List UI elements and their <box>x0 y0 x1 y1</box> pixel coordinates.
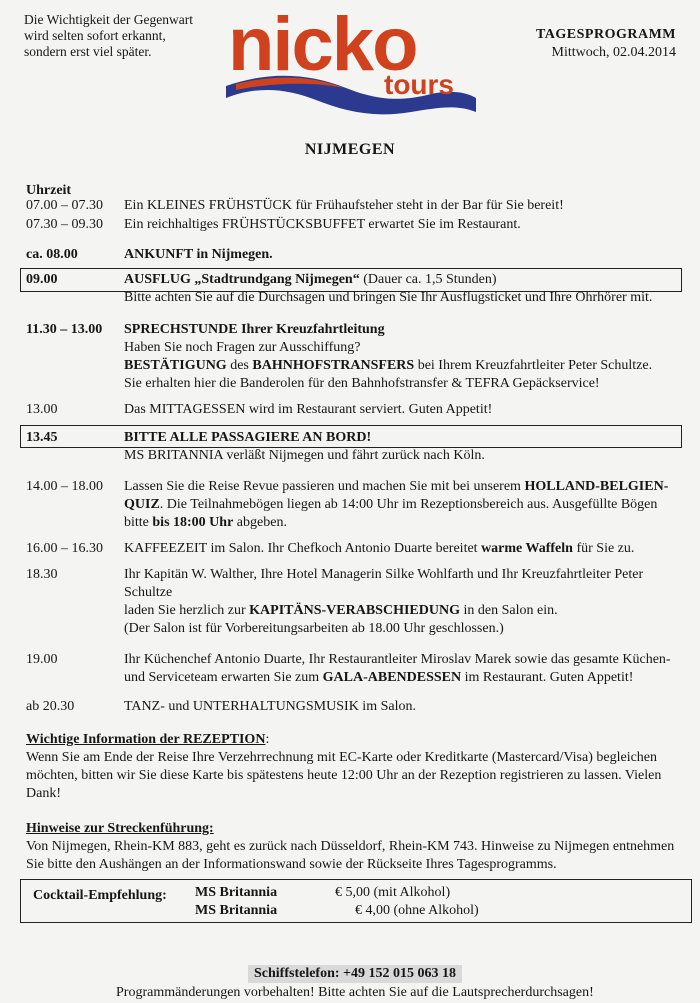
schedule-time: 07.30 – 09.30 <box>26 217 103 232</box>
schedule-text: laden Sie herzlich zur <box>124 603 250 618</box>
schedule-row <box>26 246 676 264</box>
schedule-time: 13.00 <box>26 402 58 417</box>
cocktail-name: MS Britannia <box>195 885 278 900</box>
schedule-time: 07.00 – 07.30 <box>26 198 103 213</box>
schedule-text: Schultze <box>124 585 173 600</box>
cocktail-box <box>20 879 692 923</box>
reception-text: möchten, bitten wir Sie diese Karte bis spätestens heute 12:00 Uhr an der Rezeption registrieren zu lassen. Vielen <box>26 768 662 783</box>
cocktail-label: Cocktail-Empfehlung: <box>33 888 167 903</box>
schedule-time: 11.30 – 13.00 <box>26 322 103 337</box>
schedule-row <box>26 651 676 687</box>
schedule-text: warme Waffeln <box>481 541 573 556</box>
schedule-row <box>26 197 676 215</box>
schedule-row <box>26 478 676 532</box>
schedule-text: Sie erhalten hier die Banderolen für den Bahnhofstransfer & TEFRA Gepäckservice! <box>124 376 600 391</box>
schedule-text: Bitte achten Sie auf die Durchsagen und bringen Sie Ihr Ausflugsticket und Ihre Ohrhörer mit. <box>124 290 653 305</box>
schedule-text: abgeben. <box>233 515 287 530</box>
schedule-text: KAFFEEZEIT im Salon. Ihr Chefkoch Antonio Duarte bereitet <box>124 541 482 556</box>
schedule-text: Ihr Kapitän W. Walther, Ihre Hotel Managerin Silke Wohlfarth und Ihr Kreuzfahrtleiter Peter <box>124 567 644 582</box>
schedule-text: Ein KLEINES FRÜHSTÜCK für Frühaufsteher steht in der Bar für Sie bereit! <box>124 198 564 213</box>
schedule-row <box>26 271 676 307</box>
schedule-row <box>26 401 676 419</box>
logo-brand: nicko <box>228 2 417 87</box>
program-date: Mittwoch, 02.04.2014 <box>551 45 676 60</box>
schedule-text: des <box>226 358 253 373</box>
schedule-text: TANZ- und UNTERHALTUNGSMUSIK im Salon. <box>124 699 416 714</box>
route-info <box>26 820 686 874</box>
header-quote <box>24 12 193 60</box>
schedule-row <box>26 429 676 465</box>
schedule-time: 19.00 <box>26 652 58 667</box>
reception-info <box>26 731 686 803</box>
schedule-text: für Sie zu. <box>572 541 635 556</box>
route-text: Sie bitte den Aushängen an der Informationswand sowie der Rückseite Ihres Tagesprogramms. <box>26 857 557 872</box>
schedule-time: 18.30 <box>26 567 58 582</box>
schedule-text: (Der Salon ist für Vorbereitungsarbeiten ab 18.00 Uhr geschlossen.) <box>124 621 504 636</box>
schedule-row <box>26 216 676 234</box>
ship-phone: Schiffstelefon: +49 152 015 063 18 <box>248 965 462 983</box>
schedule-row <box>26 566 676 638</box>
schedule-text: bitte <box>124 515 153 530</box>
schedule-text: MS BRITANNIA verläßt Nijmegen und fährt zurück nach Köln. <box>124 448 485 463</box>
excursion-title: AUSFLUG „Stadtrundgang Nijmegen“ <box>124 272 360 287</box>
schedule-text: QUIZ <box>124 497 160 512</box>
cocktail-price: € 5,00 (mit Alkohol) <box>335 885 451 900</box>
reception-text: Wenn Sie am Ende der Reise Ihre Verzehrrechnung mit EC-Karte oder Kreditkarte (Mastercard/Visa) begleichen <box>26 750 658 765</box>
footer-note: Programmänderungen vorbehalten! Bitte achten Sie auf die Lautsprecherdurchsagen! <box>116 985 594 1000</box>
city-title: NIJMEGEN <box>304 141 396 158</box>
program-title: TAGESPROGRAMM <box>535 27 676 42</box>
cocktail-name: MS Britannia <box>195 903 278 918</box>
schedule-time: ab 20.30 <box>26 699 75 714</box>
schedule-text: Lassen Sie die Reise Revue passieren und machen Sie mit bei unserem <box>124 479 525 494</box>
schedule-text: BAHNHOFSTRANSFERS <box>252 358 415 373</box>
schedule-text: KAPITÄNS-VERABSCHIEDUNG <box>249 603 460 618</box>
schedule-time: ca. 08.00 <box>26 247 78 262</box>
schedule-time: 14.00 – 18.00 <box>26 479 103 494</box>
quote-line: Die Wichtigkeit der Gegenwart <box>24 12 194 27</box>
schedule-text: BESTÄTIGUNG <box>124 358 227 373</box>
schedule-text: bis 18:00 Uhr <box>152 515 234 530</box>
reception-text: Dank! <box>26 786 61 801</box>
schedule-time: 09.00 <box>26 272 58 287</box>
schedule-time: 13.45 <box>26 430 58 445</box>
schedule-row <box>26 321 676 393</box>
excursion-duration: (Dauer ca. 1,5 Stunden) <box>359 272 497 287</box>
nicko-tours-logo <box>226 2 476 118</box>
schedule-text: im Restaurant. Guten Appetit! <box>461 670 634 685</box>
schedule-text: Ihr Küchenchef Antonio Duarte, Ihr Restaurantleiter Miroslav Marek sowie das gesamte Küchen- <box>124 652 671 667</box>
uhrzeit-label: Uhrzeit <box>26 183 72 198</box>
heading-colon: : <box>265 732 270 747</box>
program-header <box>536 26 676 62</box>
schedule-text: Das MITTAGESSEN wird im Restaurant serviert. Guten Appetit! <box>124 402 493 417</box>
schedule-text: BITTE ALLE PASSAGIERE AN BORD! <box>124 430 372 445</box>
schedule-text: HOLLAND-BELGIEN- <box>524 479 669 494</box>
schedule-text: und Serviceteam erwarten Sie zum <box>124 670 323 685</box>
reception-heading: Wichtige Information der REZEPTION <box>26 732 266 747</box>
schedule-row <box>26 540 676 558</box>
schedule-text: GALA-ABENDESSEN <box>322 670 462 685</box>
quote-line: sondern erst viel später. <box>24 44 152 59</box>
schedule-text: Haben Sie noch Fragen zur Ausschiffung? <box>124 340 361 355</box>
quote-line: wird selten sofort erkannt, <box>24 28 166 43</box>
logo-sub: tours <box>384 69 454 100</box>
schedule-text: SPRECHSTUNDE Ihrer Kreuzfahrtleitung <box>124 322 385 337</box>
schedule-text: in den Salon ein. <box>459 603 558 618</box>
schedule-text: bei Ihrem Kreuzfahrtleiter Peter Schultze. <box>414 358 653 373</box>
schedule-time: 16.00 – 16.30 <box>26 541 103 556</box>
route-heading: Hinweise zur Streckenführung: <box>26 821 214 836</box>
route-text: Von Nijmegen, Rhein-KM 883, geht es zurück nach Düsseldorf, Rhein-KM 743. Hinweise zu Nijmegen entnehmen <box>26 839 675 854</box>
schedule-text: ANKUNFT in Nijmegen. <box>124 247 273 262</box>
schedule-text: Ein reichhaltiges FRÜHSTÜCKSBUFFET erwartet Sie im Restaurant. <box>124 217 521 232</box>
schedule-row <box>26 698 676 716</box>
schedule-text: . Die Teilnahmebögen liegen ab 14:00 Uhr im Rezeptionsbereich aus. Ausgefüllte Bögen <box>159 497 658 512</box>
cocktail-price: € 4,00 (ohne Alkohol) <box>355 903 479 918</box>
